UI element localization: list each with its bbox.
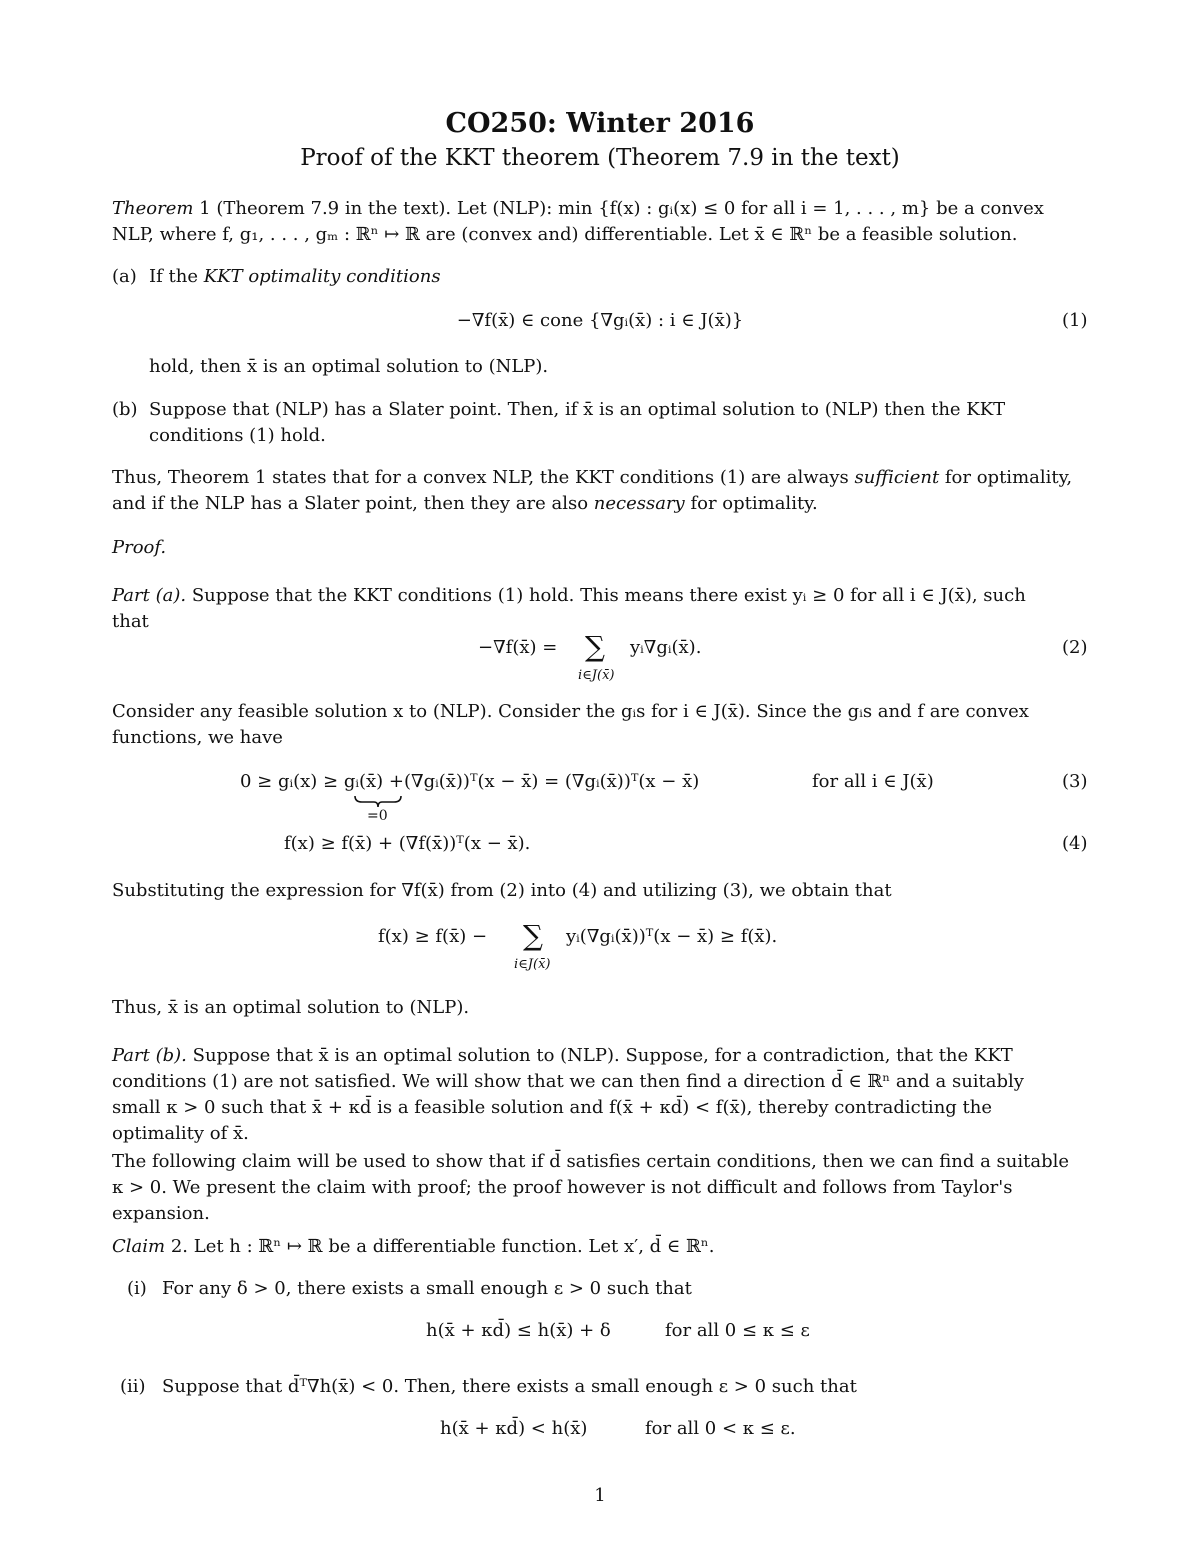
equation-3: [240, 771, 699, 792]
claim-2-line: [112, 1234, 714, 1260]
item-a-marker: (a): [112, 266, 137, 287]
equation-4-number: (4): [1062, 833, 1088, 854]
part-a-line-2: that: [112, 611, 149, 632]
theorem-line-1: [112, 196, 1090, 222]
following-claim-line-1: The following claim will be used to show that if d̄ satisfies certain conditions, then we can find a suitable: [112, 1151, 1070, 1172]
claim-equation-i: h(x̄ + κd̄) ≤ h(x̄) + δ: [426, 1320, 611, 1341]
following-claim-line-3: expansion.: [112, 1203, 210, 1224]
page-number: 1: [594, 1485, 606, 1506]
part-a-text: Suppose that the KKT conditions (1) hold. This means there exist yᵢ ≥ 0 for all i ∈ J(x̄), such: [186, 585, 1026, 606]
summary-line-1: [112, 465, 1072, 491]
equation-2-sum-index: i∈J(x̄): [578, 668, 615, 683]
equation-3-underbraced-term: gᵢ(x̄): [343, 771, 384, 792]
part-a-label: Part (a).: [112, 585, 187, 606]
equation-2-rhs: yᵢ∇gᵢ(x̄).: [630, 637, 702, 658]
equation-2-sum-symbol: ∑: [585, 630, 605, 663]
part-b-line-2: conditions (1) are not satisfied. We will show that we can then find a direction d̄ ∈ ℝⁿ and a suitably: [112, 1071, 1024, 1092]
part-a-line-1: [112, 583, 1026, 609]
claim-label: Claim: [112, 1236, 166, 1257]
claim-item-ii-marker: (ii): [120, 1376, 146, 1397]
substituting-line: Substituting the expression for ∇f(x̄) from (2) into (4) and utilizing (3), we obtain that: [112, 880, 892, 901]
part-b-label: Part (b).: [112, 1045, 187, 1066]
theorem-line-2: NLP, where f, g₁, . . . , gₘ : ℝⁿ ↦ ℝ are (convex and) differentiable. Let x̄ ∈ ℝⁿ be a feasible solution.: [112, 224, 1018, 245]
part-b-line-3: small κ > 0 such that x̄ + κd̄ is a feasible solution and f(x̄ + κd̄) < f(x̄), thereby contradicting the: [112, 1097, 993, 1118]
following-claim-line-2: κ > 0. We present the claim with proof; the proof however is not difficult and follows from Taylor's: [112, 1177, 1013, 1198]
summary-line-2-post: for optimality.: [684, 493, 818, 514]
theorem-label: Theorem: [112, 198, 194, 219]
theorem-statement: Let (NLP): min {f(x) : gᵢ(x) ≤ 0 for all i = 1, . . . , m} be a convex: [456, 198, 1044, 219]
claim-equation-i-forall: for all 0 ≤ κ ≤ ε: [665, 1320, 810, 1341]
equation-3-number: (3): [1062, 771, 1088, 792]
part-b-line-1: [112, 1043, 1013, 1069]
theorem-ref: (Theorem 7.9 in the text).: [216, 198, 452, 219]
equation-3-forall: for all i ∈ J(x̄): [812, 771, 934, 792]
equation-4: f(x) ≥ f(x̄) + (∇f(x̄))ᵀ(x − x̄).: [284, 833, 531, 854]
equation-5-sum-index: i∈J(x̄): [514, 957, 551, 972]
equation-5-lhs: f(x) ≥ f(x̄) −: [378, 926, 488, 947]
item-a-conclusion: hold, then x̄ is an optimal solution to (NLP).: [149, 356, 549, 377]
sufficient-term: sufficient: [854, 467, 940, 488]
consider-line-2: functions, we have: [112, 727, 283, 748]
claim-item-i-text: For any δ > 0, there exists a small enough ε > 0 such that: [162, 1278, 692, 1299]
summary-line-2: [112, 491, 818, 517]
item-a-text: [149, 264, 441, 290]
summary-line-2-pre: and if the NLP has a Slater point, then they are also: [112, 493, 594, 514]
item-a-text-pre: If the: [149, 266, 204, 287]
document-title: CO250: Winter 2016: [445, 108, 755, 139]
equation-3-part-a: 0 ≥ gᵢ(x) ≥: [240, 771, 344, 792]
item-b-marker: (b): [112, 399, 138, 420]
summary-line-1-post: for optimality,: [939, 467, 1073, 488]
claim-item-ii-text: Suppose that d̄ᵀ∇h(x̄) < 0. Then, there exists a small enough ε > 0 such that: [162, 1376, 857, 1397]
claim-equation-ii: h(x̄ + κd̄) < h(x̄): [440, 1418, 588, 1439]
equation-3-underbrace: [354, 794, 402, 808]
item-b-line-1: Suppose that (NLP) has a Slater point. Then, if x̄ is an optimal solution to (NLP) then the KKT: [149, 399, 1006, 420]
claim-number: 2.: [170, 1236, 189, 1257]
claim-text: Let h : ℝⁿ ↦ ℝ be a differentiable function. Let x′, d̄ ∈ ℝⁿ.: [188, 1236, 715, 1257]
summary-line-1-pre: Thus, Theorem 1 states that for a convex NLP, the KKT conditions (1) are always: [112, 467, 855, 488]
theorem-number: 1: [199, 198, 211, 219]
claim-item-i-marker: (i): [127, 1278, 147, 1299]
equation-5-rhs: yᵢ(∇gᵢ(x̄))ᵀ(x − x̄) ≥ f(x̄).: [566, 926, 778, 947]
equation-2-lhs: −∇f(x̄) =: [478, 637, 558, 658]
kkt-conditions-term: KKT optimality conditions: [203, 266, 441, 287]
document-subtitle: Proof of the KKT theorem (Theorem 7.9 in the text): [300, 145, 900, 171]
equation-3-underbrace-label: =0: [367, 808, 388, 824]
thus-line: Thus, x̄ is an optimal solution to (NLP).: [112, 997, 470, 1018]
item-b-line-2: conditions (1) hold.: [149, 425, 326, 446]
equation-1-number: (1): [1062, 310, 1088, 331]
proof-label: Proof.: [112, 537, 167, 558]
equation-5-sum-symbol: ∑: [523, 919, 543, 952]
necessary-term: necessary: [593, 493, 685, 514]
equation-2-number: (2): [1062, 637, 1088, 658]
equation-1: −∇f(x̄) ∈ cone {∇gᵢ(x̄) : i ∈ J(x̄)}: [456, 310, 744, 331]
equation-3-part-b: +(∇gᵢ(x̄))ᵀ(x − x̄) = (∇gᵢ(x̄))ᵀ(x − x̄): [383, 771, 700, 792]
part-b-line-4: optimality of x̄.: [112, 1123, 249, 1144]
claim-equation-ii-forall: for all 0 < κ ≤ ε.: [645, 1418, 796, 1439]
part-b-text: Suppose that x̄ is an optimal solution to (NLP). Suppose, for a contradiction, that the KKT: [186, 1045, 1013, 1066]
consider-line-1: Consider any feasible solution x to (NLP). Consider the gᵢs for i ∈ J(x̄). Since the gᵢs and f are convex: [112, 701, 1029, 722]
